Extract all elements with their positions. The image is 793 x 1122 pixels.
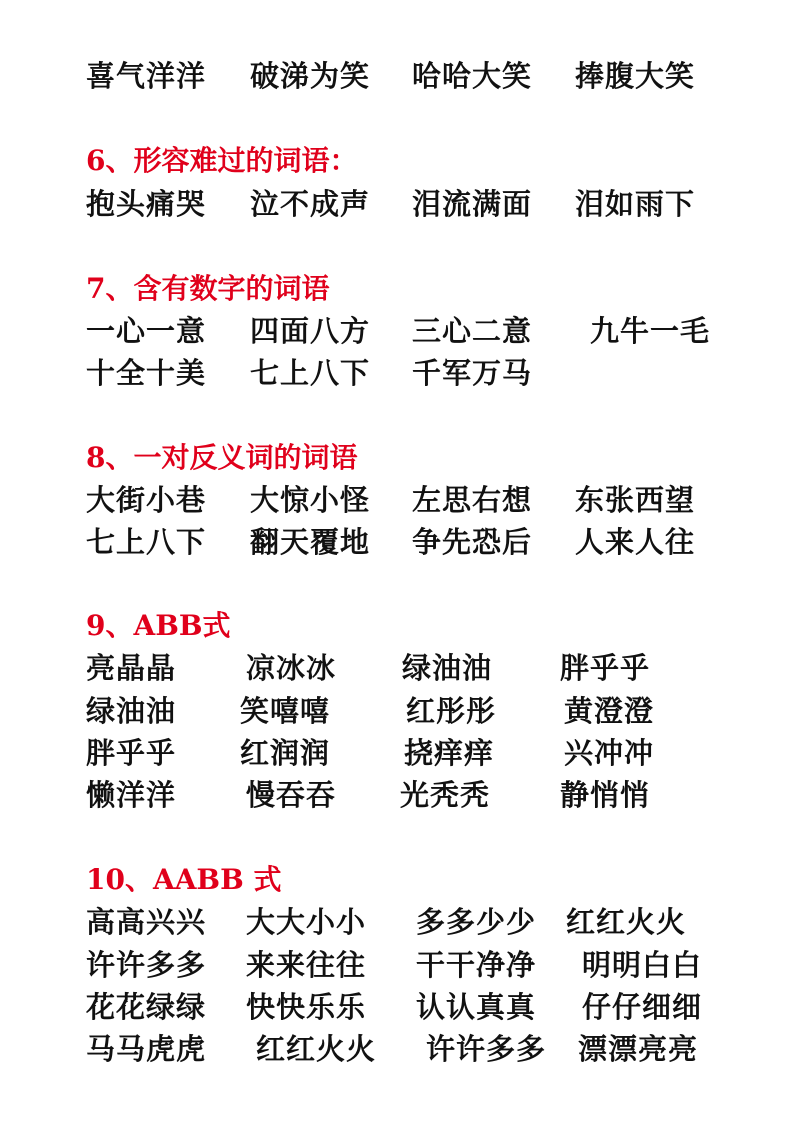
section-7-row-1 bbox=[0, 311, 793, 351]
word: 许许多多 bbox=[86, 948, 207, 982]
word: 四面八方 bbox=[250, 314, 371, 348]
word: 胖乎乎 bbox=[560, 651, 651, 685]
word: 大大小小 bbox=[246, 905, 367, 939]
word: 破涕为笑 bbox=[250, 59, 371, 93]
word: 抱头痛哭 bbox=[86, 187, 207, 221]
word: 慢吞吞 bbox=[246, 778, 337, 812]
word: 泪如雨下 bbox=[575, 187, 696, 221]
word: 凉冰冰 bbox=[246, 651, 337, 685]
word: 明明白白 bbox=[582, 948, 703, 982]
word: 亮晶晶 bbox=[86, 651, 177, 685]
word: 一心一意 bbox=[86, 314, 207, 348]
word: 笑嘻嘻 bbox=[240, 694, 331, 728]
word: 胖乎乎 bbox=[86, 736, 177, 770]
word: 漂漂亮亮 bbox=[578, 1032, 699, 1066]
word: 光秃秃 bbox=[400, 778, 491, 812]
word: 马马虎虎 bbox=[86, 1032, 207, 1066]
word: 仔仔细细 bbox=[582, 990, 703, 1024]
word: 争先恐后 bbox=[412, 525, 533, 559]
word: 大街小巷 bbox=[86, 483, 207, 517]
section-9-row-2 bbox=[0, 691, 793, 731]
word: 大惊小怪 bbox=[250, 483, 371, 517]
word: 泪流满面 bbox=[412, 187, 533, 221]
section-9-row-1 bbox=[0, 648, 793, 688]
word: 千军万马 bbox=[412, 356, 533, 390]
word: 黄澄澄 bbox=[564, 694, 655, 728]
word: 来来往往 bbox=[246, 948, 367, 982]
section-10-row-3 bbox=[0, 987, 793, 1027]
section-9-row-4 bbox=[0, 775, 793, 815]
word: 红红火火 bbox=[566, 905, 687, 939]
word: 高高兴兴 bbox=[86, 905, 207, 939]
section-7-row-2 bbox=[0, 353, 793, 393]
word: 红红火火 bbox=[256, 1032, 377, 1066]
word: 红润润 bbox=[240, 736, 331, 770]
word: 七上八下 bbox=[86, 525, 207, 559]
section-8-row-1 bbox=[0, 480, 793, 520]
word: 绿油油 bbox=[402, 651, 493, 685]
section-heading-6: 6、形容难过的词语： bbox=[86, 144, 358, 177]
section-10-row-1 bbox=[0, 902, 793, 942]
word: 许许多多 bbox=[426, 1032, 547, 1066]
word: 三心二意 bbox=[412, 314, 533, 348]
intro-row-1 bbox=[0, 56, 793, 96]
word: 花花绿绿 bbox=[86, 990, 207, 1024]
word: 多多少少 bbox=[416, 905, 537, 939]
word: 喜气洋洋 bbox=[86, 59, 207, 93]
section-10-row-4 bbox=[0, 1029, 793, 1069]
section-9-row-3 bbox=[0, 733, 793, 773]
word: 人来人往 bbox=[575, 525, 696, 559]
word: 七上八下 bbox=[250, 356, 371, 390]
word: 捧腹大笑 bbox=[575, 59, 696, 93]
section-10-row-2 bbox=[0, 945, 793, 985]
word: 挠痒痒 bbox=[404, 736, 495, 770]
word: 静悄悄 bbox=[560, 778, 651, 812]
word: 兴冲冲 bbox=[564, 736, 655, 770]
word: 十全十美 bbox=[86, 356, 207, 390]
word: 懒洋洋 bbox=[86, 778, 177, 812]
word: 红彤彤 bbox=[406, 694, 497, 728]
word: 哈哈大笑 bbox=[412, 59, 533, 93]
section-heading-10: 10、AABB 式 bbox=[86, 863, 282, 896]
word: 认认真真 bbox=[416, 990, 537, 1024]
section-6-row-1 bbox=[0, 184, 793, 224]
word: 九牛一毛 bbox=[590, 314, 711, 348]
section-heading-7: 7、含有数字的词语 bbox=[86, 272, 330, 305]
word: 快快乐乐 bbox=[246, 990, 367, 1024]
section-heading-8: 8、一对反义词的词语 bbox=[86, 441, 358, 474]
word: 翻天覆地 bbox=[250, 525, 371, 559]
word: 左思右想 bbox=[412, 483, 533, 517]
section-8-row-2 bbox=[0, 522, 793, 562]
word: 东张西望 bbox=[575, 483, 696, 517]
word: 干干净净 bbox=[416, 948, 537, 982]
section-heading-9: 9、ABB式 bbox=[86, 609, 231, 642]
word: 泣不成声 bbox=[250, 187, 371, 221]
word: 绿油油 bbox=[86, 694, 177, 728]
